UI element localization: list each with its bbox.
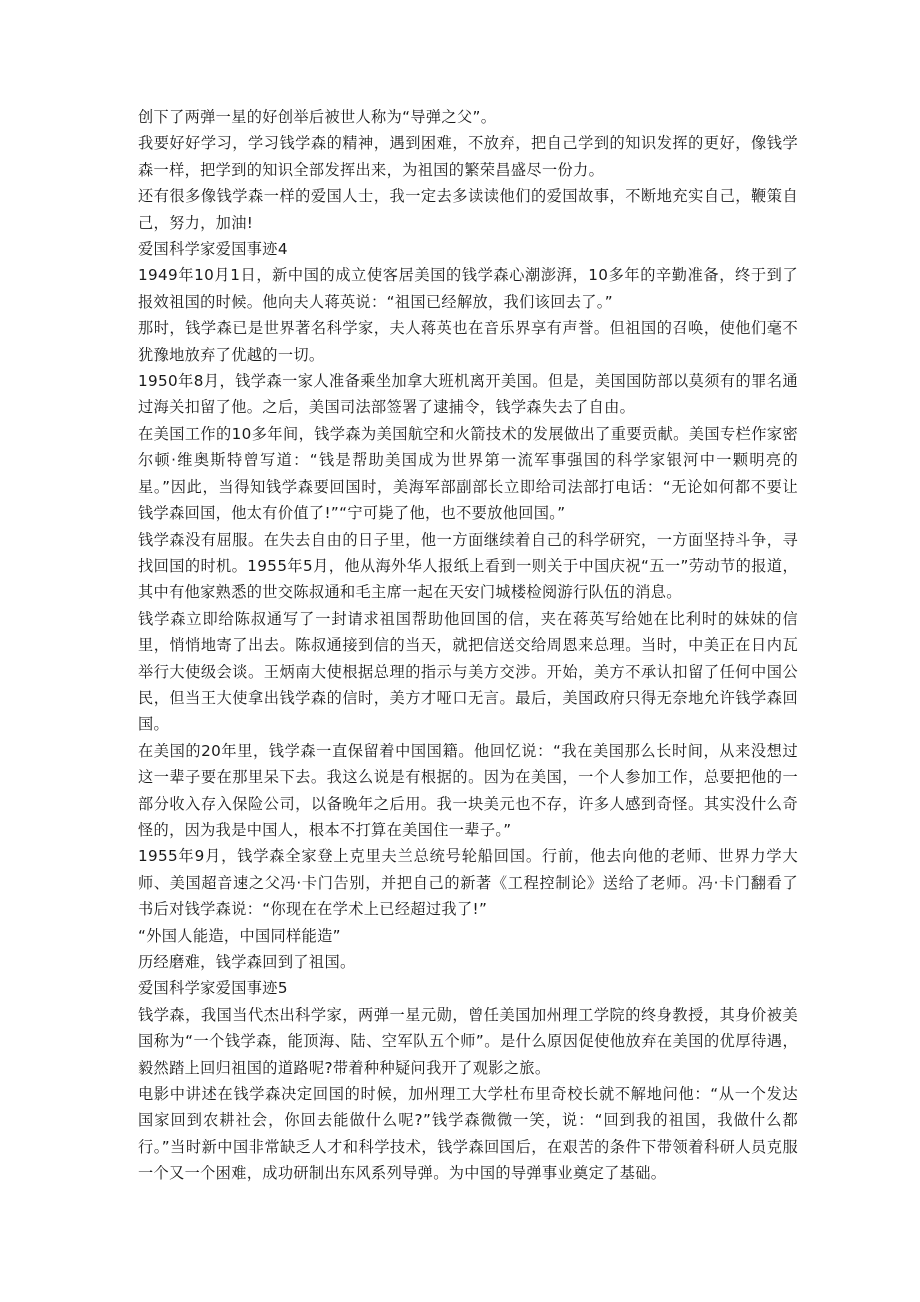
paragraph: 钱学森没有屈服。在失去自由的日子里，他一方面继续着自己的科学研究，一方面坚持斗争，寻找回国的时机。1955年5月，他从海外华人报纸上看到一则关于中国庆祝“五一”劳动节的报道，其中有他家熟悉的世交陈叔通和毛主席一起在天安门城楼检阅游行队伍的消息。 bbox=[138, 530, 798, 602]
paragraph: 电影中讲述在钱学森决定回国的时候，加州理工大学杜布里奇校长就不解地问他：“从一个发达国家回到农耕社会，你回去能做什么呢?”钱学森微微一笑，说：“回到我的祖国，我做什么都行。”当时新中国非常缺乏人才和科学技术，钱学森回国后，在艰苦的条件下带领着科研人员克服一个又一个困难，成功研制出东风系列导弹。为中国的导弹事业奠定了基础。 bbox=[138, 1085, 798, 1183]
paragraph: 那时，钱学森已是世界著名科学家，夫人蒋英也在音乐界享有声誉。但祖国的召唤，使他们毫不犹豫地放弃了优越的一切。 bbox=[138, 319, 798, 364]
paragraph: 创下了两弹一星的好创举后被世人称为“导弹之父”。 bbox=[138, 108, 497, 126]
paragraph: 历经磨难，钱学森回到了祖国。 bbox=[138, 953, 356, 971]
paragraph: 1955年9月，钱学森全家登上克里夫兰总统号轮船回国。行前，他去向他的老师、世界力学大师、美国超音速之父冯·卡门告别，并把自己的新著《工程控制论》送给了老师。冯·卡门翻看了书后对钱学森说：“你现在在学术上已经超过我了!” bbox=[138, 847, 798, 919]
paragraph: 1949年10月1日，新中国的成立使客居美国的钱学森心潮澎湃，10多年的辛勤准备，终于到了报效祖国的时候。他向夫人蒋英说：“祖国已经解放，我们该回去了。” bbox=[138, 266, 798, 311]
paragraph: 在美国的20年里，钱学森一直保留着中国国籍。他回忆说：“我在美国那么长时间，从来没想过这一辈子要在那里呆下去。我这么说是有根据的。因为在美国，一个人参加工作，总要把他的一部分收入存入保险公司，以备晚年之后用。我一块美元也不存，许多人感到奇怪。其实没什么奇怪的，因为我是中国人，根本不打算在美国住一辈子。” bbox=[138, 741, 798, 839]
paragraph: “外国人能造，中国同样能造” bbox=[138, 926, 341, 945]
paragraph: 我要好好学习，学习钱学森的精神，遇到困难，不放弃，把自己学到的知识发挥的更好，像钱学森一样，把学到的知识全部发挥出来，为祖国的繁荣昌盛尽一份力。 bbox=[138, 134, 798, 179]
paragraph: 在美国工作的10多年间，钱学森为美国航空和火箭技术的发展做出了重要贡献。美国专栏作家密尔顿·维奥斯特曾写道：“钱是帮助美国成为世界第一流军事强国的科学家银河中一颗明亮的星。”因此，当得知钱学森要回国时，美海军部副部长立即给司法部打电话：“无论如何都不要让钱学森回国，他太有价值了!”“宁可毙了他，也不要放他回国。” bbox=[138, 424, 798, 523]
paragraph: 钱学森，我国当代杰出科学家，两弹一星元勋，曾任美国加州理工学院的终身教授，其身价被美国称为“一个钱学森，能顶海、陆、空军队五个师”。是什么原因促使他放弃在美国的优厚待遇，毅然踏上回归祖国的道路呢?带着种种疑问我开了观影之旅。 bbox=[138, 1005, 798, 1077]
section-heading: 爱国科学家爱国事迹4 bbox=[138, 240, 288, 259]
section-heading: 爱国科学家爱国事迹5 bbox=[138, 979, 288, 998]
paragraph: 1950年8月，钱学森一家人准备乘坐加拿大班机离开美国。但是，美国国防部以莫须有的罪名通过海关扣留了他。之后，美国司法部签署了逮捕令，钱学森失去了自由。 bbox=[138, 372, 798, 417]
paragraph: 钱学森立即给陈叔通写了一封请求祖国帮助他回国的信，夹在蒋英写给她在比利时的妹妹的信里，悄悄地寄了出去。陈叔通接到信的当天，就把信送交给周恩来总理。当时，中美正在日内瓦举行大使级会谈。王炳南大使根据总理的指示与美方交涉。开始，美方不承认扣留了任何中国公民，但当王大使拿出钱学森的信时，美方才哑口无言。最后，美国政府只得无奈地允许钱学森回国。 bbox=[138, 609, 798, 734]
paragraph: 还有很多像钱学森一样的爱国人士，我一定去多读读他们的爱国故事，不断地充实自己，鞭策自己，努力，加油! bbox=[138, 187, 798, 232]
document-body bbox=[138, 104, 798, 1187]
